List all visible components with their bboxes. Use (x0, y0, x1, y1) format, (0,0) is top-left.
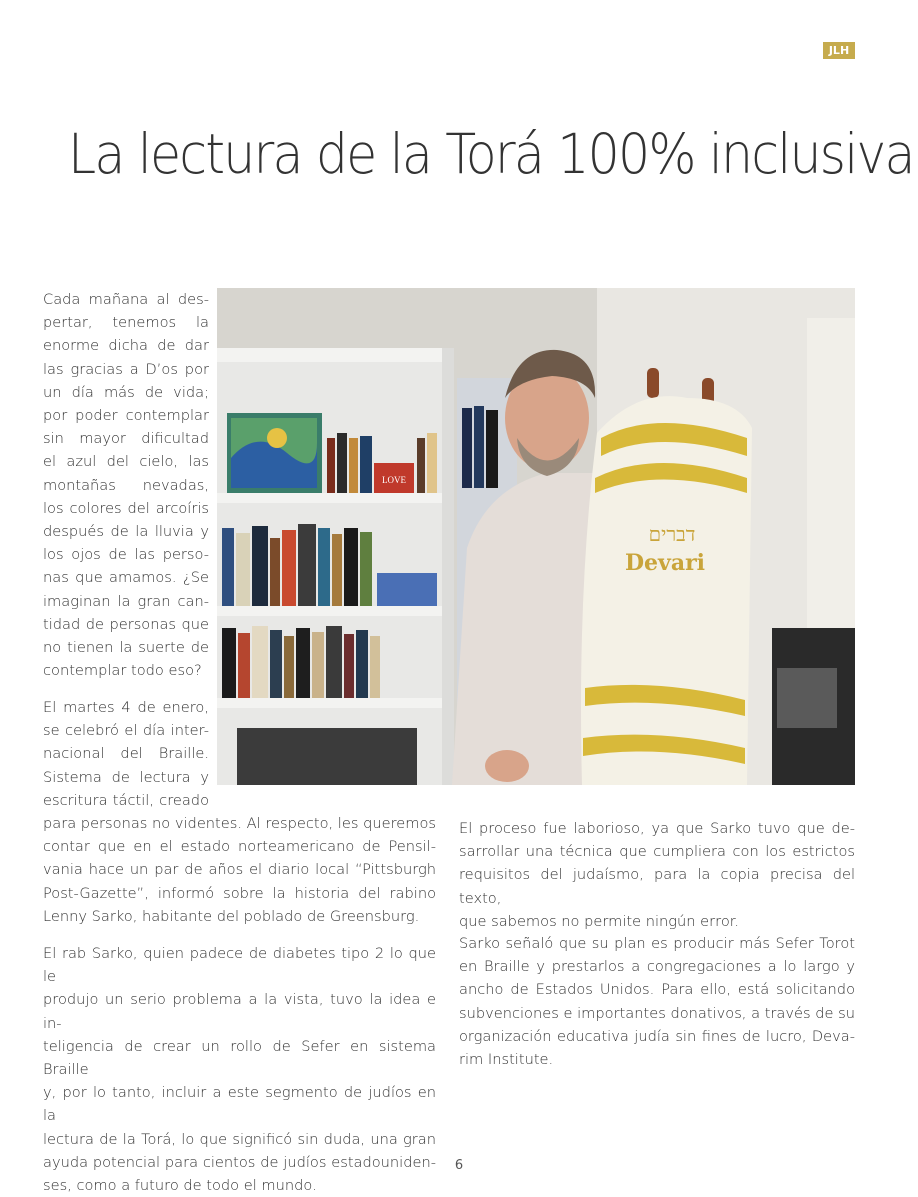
text-line: imaginan la gran can- (43, 592, 209, 610)
article-title: La lectura de la Torá 100% inclusiva (68, 122, 914, 186)
text-line: el azul del cielo, las (43, 453, 209, 471)
magazine-logo: JLH (823, 42, 855, 59)
text-line: escritura táctil, creado (43, 791, 209, 809)
process-paragraph (459, 817, 855, 933)
text-line: El proceso fue laborioso, ya que Sarko tuvo que de- (459, 820, 855, 837)
text-line: subvenciones e importantes donativos, a través de su (459, 1004, 855, 1022)
text-line: Post-Gazette”, informó sobre la historia del rabino (43, 884, 436, 902)
text-line: los colores del arcoíris (43, 499, 209, 517)
text-line: teligencia de crear un rollo de Sefer en sistema Braille (43, 1037, 436, 1079)
text-line: para personas no videntes. Al respecto, les queremos (43, 815, 436, 832)
braille-paragraph-wrapped (43, 696, 209, 812)
text-line: sarrollar una técnica que cumpliera con los estrictos (459, 843, 855, 861)
text-line: requisitos del judaísmo, para la copia precisa del texto, (459, 866, 855, 907)
text-line: ses, como a futuro de todo el mundo. (43, 1177, 317, 1195)
text-line: produjo un serio problema a la vista, tuvo la idea e in- (43, 991, 436, 1032)
text-line: enorme dicha de dar (43, 337, 209, 355)
text-line: contemplar todo eso? (43, 662, 202, 680)
text-line: ancho de Estados Unidos. Para ello, está solicitando (459, 981, 855, 999)
text-line: tidad de personas que (43, 615, 209, 633)
text-line: por poder contemplar (43, 407, 209, 425)
text-line: lectura de la Torá, lo que significó sin duda, una gran (43, 1130, 436, 1148)
text-line: contar que en el estado norteamericano de Pensil- (43, 838, 436, 856)
scroll-hebrew-text: דברים (648, 522, 696, 546)
book-title-text: LOVE (382, 475, 406, 485)
braille-paragraph (43, 812, 436, 928)
text-line: en Braille y prestarlos a congregaciones a lo largo y (459, 958, 855, 976)
text-line: nacional del Braille. (43, 745, 209, 763)
text-line: no tienen la suerte de (43, 639, 209, 657)
text-line: que sabemos no permite ningún error. (459, 912, 740, 930)
page-number: 6 (454, 1158, 464, 1173)
text-line: los ojos de las perso- (43, 546, 209, 564)
scroll-latin-text: Devari (624, 550, 706, 576)
text-line: se celebró el día inter- (43, 722, 209, 740)
text-line: Sarko señaló que su plan es producir más Sefer Torot (459, 935, 855, 952)
article-photo (217, 288, 855, 785)
text-line: rim Institute. (459, 1051, 554, 1069)
text-line: y, por lo tanto, incluir a este segmento de judíos en la (43, 1084, 436, 1125)
text-line: montañas nevadas, (43, 476, 209, 494)
text-line: El rab Sarko, quien padece de diabetes tipo 2 lo que le (43, 945, 436, 986)
text-line: Cada mañana al des- (43, 291, 209, 308)
text-line: sin mayor dificultad (43, 430, 209, 448)
text-line: Sistema de lectura y (43, 768, 209, 786)
text-line: Lenny Sarko, habitante del poblado de Greensburg. (43, 907, 420, 925)
plan-paragraph (459, 932, 855, 1071)
text-line: El martes 4 de enero, (43, 699, 209, 716)
text-line: ayuda potencial para cientos de judíos estadouniden- (43, 1153, 436, 1171)
text-line: pertar, tenemos la (43, 314, 209, 332)
text-line: un día más de vida; (43, 383, 209, 401)
text-line: nas que amamos. ¿Se (43, 569, 209, 587)
text-line: vania hace un par de años el diario local “Pittsburgh (43, 861, 436, 879)
text-line: las gracias a D’os por (43, 360, 209, 378)
text-line: organización educativa judía sin fines de lucro, Deva- (459, 1027, 855, 1045)
intro-paragraph (43, 288, 209, 682)
text-line: después de la lluvia y (43, 523, 209, 541)
